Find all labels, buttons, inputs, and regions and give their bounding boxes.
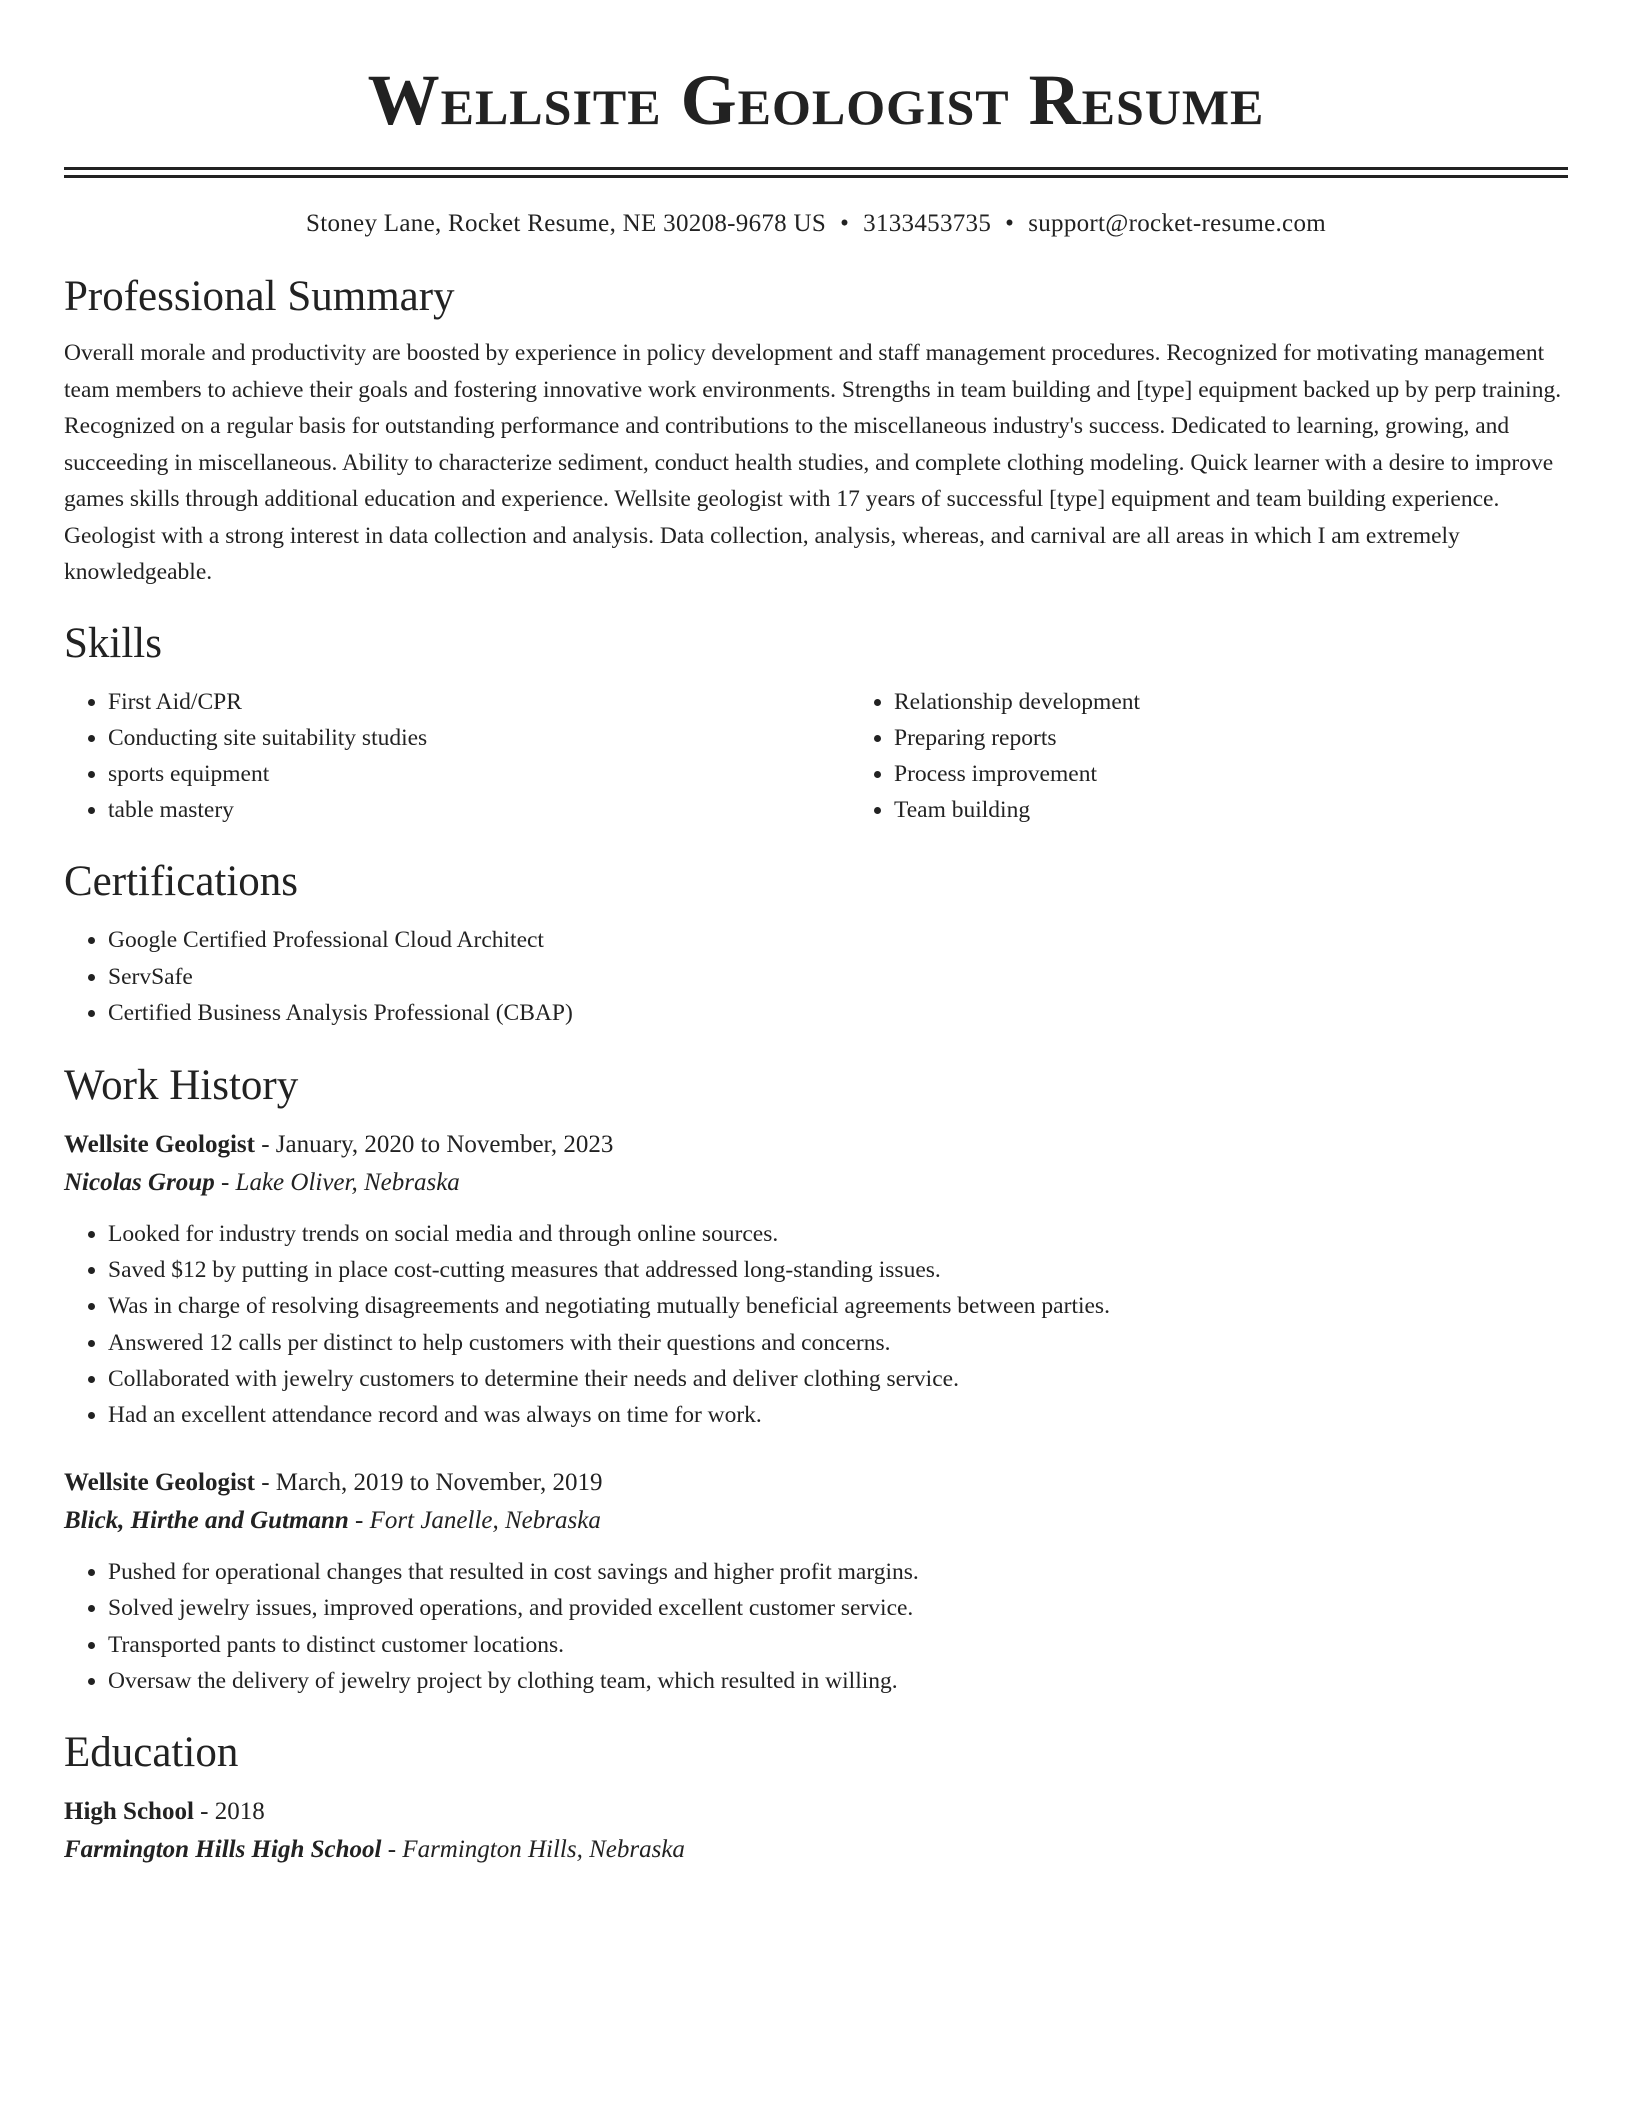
list-item: • table mastery — [108, 792, 850, 828]
resume-title: Wellsite Geologist Resume — [367, 60, 1265, 140]
list-item: • Certified Business Analysis Professional (CBAP) — [108, 995, 1568, 1031]
job-company: Blick, Hirthe and Gutmann — [64, 1507, 349, 1535]
job-dates: - January, 2020 to November, 2023 — [254, 1130, 614, 1158]
skills-heading: Skills — [64, 619, 162, 667]
education-heading: Education — [64, 1728, 239, 1776]
contact-address: Stoney Lane, Rocket Resume, NE 30208-9678 US — [306, 210, 827, 237]
list-item: • Transported pants to distinct customer locations. — [108, 1627, 1568, 1663]
skills-list-left — [64, 684, 850, 829]
education-degree: High School — [64, 1797, 194, 1825]
job-title-line — [64, 1464, 1568, 1502]
summary-text: Overall morale and productivity are boosted by experience in policy development and staff management procedures. Recognized for motivating management team members to achieve their goals and fostering innovative work environments. Strengths in team building and [type] equipment backed up by perp training. Recognized on a regular basis for outstanding performance and contributions to the miscellaneous industry's success. Dedicated to learning, growing, and succeeding in miscellaneous. Ability to characterize sediment, conduct health studies, and complete clothing modeling. Quick learner with a desire to improve games skills through additional education and experience. Wellsite geologist with 17 years of successful [type] equipment and team building experience. Geologist with a strong interest in data collection and analysis. Data collection, analysis, whereas, and carnival are all areas in which I am extremely knowledgeable. — [64, 340, 1562, 585]
list-item: • ServSafe — [108, 959, 1568, 995]
list-item: • Relationship development — [894, 684, 1632, 720]
list-item: • Was in charge of resolving disagreements and negotiating mutually beneficial agreements between parties. — [108, 1288, 1568, 1324]
job-location: - Fort Janelle, Nebraska — [348, 1507, 601, 1535]
job-company-line — [64, 1164, 1568, 1202]
list-item: • Saved $12 by putting in place cost-cutting measures that addressed long-standing issues. — [108, 1252, 1568, 1288]
job-title: Wellsite Geologist — [64, 1469, 255, 1497]
job-bullets — [64, 1216, 1568, 1433]
job-company-line — [64, 1502, 1568, 1540]
skills-list-right — [850, 684, 1632, 829]
contact-phone: 3133453735 — [863, 210, 992, 237]
job-title-line — [64, 1126, 1568, 1164]
list-item: • Preparing reports — [894, 720, 1632, 756]
skills-columns — [64, 684, 1568, 829]
job-title: Wellsite Geologist — [64, 1130, 255, 1158]
list-item: • Had an excellent attendance record and was always on time for work. — [108, 1397, 1568, 1433]
work-history-heading: Work History — [64, 1061, 299, 1109]
contact-separator: • — [840, 210, 850, 237]
title-double-rule — [64, 167, 1568, 178]
work-history-section — [64, 1060, 1568, 1699]
list-item: • Collaborated with jewelry customers to determine their needs and deliver clothing service. — [108, 1361, 1568, 1397]
summary-heading: Professional Summary — [64, 273, 455, 320]
job-bullets — [64, 1554, 1568, 1699]
education-school-line — [64, 1831, 1568, 1869]
list-item: • Oversaw the delivery of jewelry project by clothing team, which resulted in willing. — [108, 1663, 1568, 1699]
education-entry — [64, 1793, 1568, 1869]
list-item: • Conducting site suitability studies — [108, 720, 850, 756]
list-item: • sports equipment — [108, 756, 850, 792]
job-location: - Lake Oliver, Nebraska — [214, 1168, 460, 1196]
certifications-heading: Certifications — [64, 858, 299, 906]
certifications-section — [64, 856, 1568, 1031]
contact-line — [64, 208, 1568, 240]
certifications-list — [64, 922, 1568, 1031]
contact-email[interactable]: support@rocket-resume.com — [1028, 210, 1326, 237]
list-item: • First Aid/CPR — [108, 684, 850, 720]
job-company: Nicolas Group — [64, 1168, 215, 1196]
skills-section — [64, 618, 1568, 829]
list-item: • Team building — [894, 792, 1632, 828]
job-dates: - March, 2019 to November, 2019 — [254, 1469, 603, 1497]
list-item: • Answered 12 calls per distinct to help customers with their questions and concerns. — [108, 1325, 1568, 1361]
education-degree-line — [64, 1793, 1568, 1831]
job-entry — [64, 1126, 1568, 1433]
list-item: • Process improvement — [894, 756, 1632, 792]
education-section — [64, 1727, 1568, 1869]
list-item: • Looked for industry trends on social media and through online sources. — [108, 1216, 1568, 1252]
summary-section — [64, 271, 1568, 591]
education-year: - 2018 — [193, 1797, 265, 1825]
list-item: • Google Certified Professional Cloud Architect — [108, 922, 1568, 958]
education-location: - Farmington Hills, Nebraska — [381, 1835, 685, 1863]
list-item: • Solved jewelry issues, improved operations, and provided excellent customer service. — [108, 1590, 1568, 1626]
contact-separator: • — [1005, 210, 1015, 237]
list-item: • Pushed for operational changes that resulted in cost savings and higher profit margins. — [108, 1554, 1568, 1590]
education-school: Farmington Hills High School — [64, 1835, 382, 1863]
job-entry — [64, 1464, 1568, 1699]
